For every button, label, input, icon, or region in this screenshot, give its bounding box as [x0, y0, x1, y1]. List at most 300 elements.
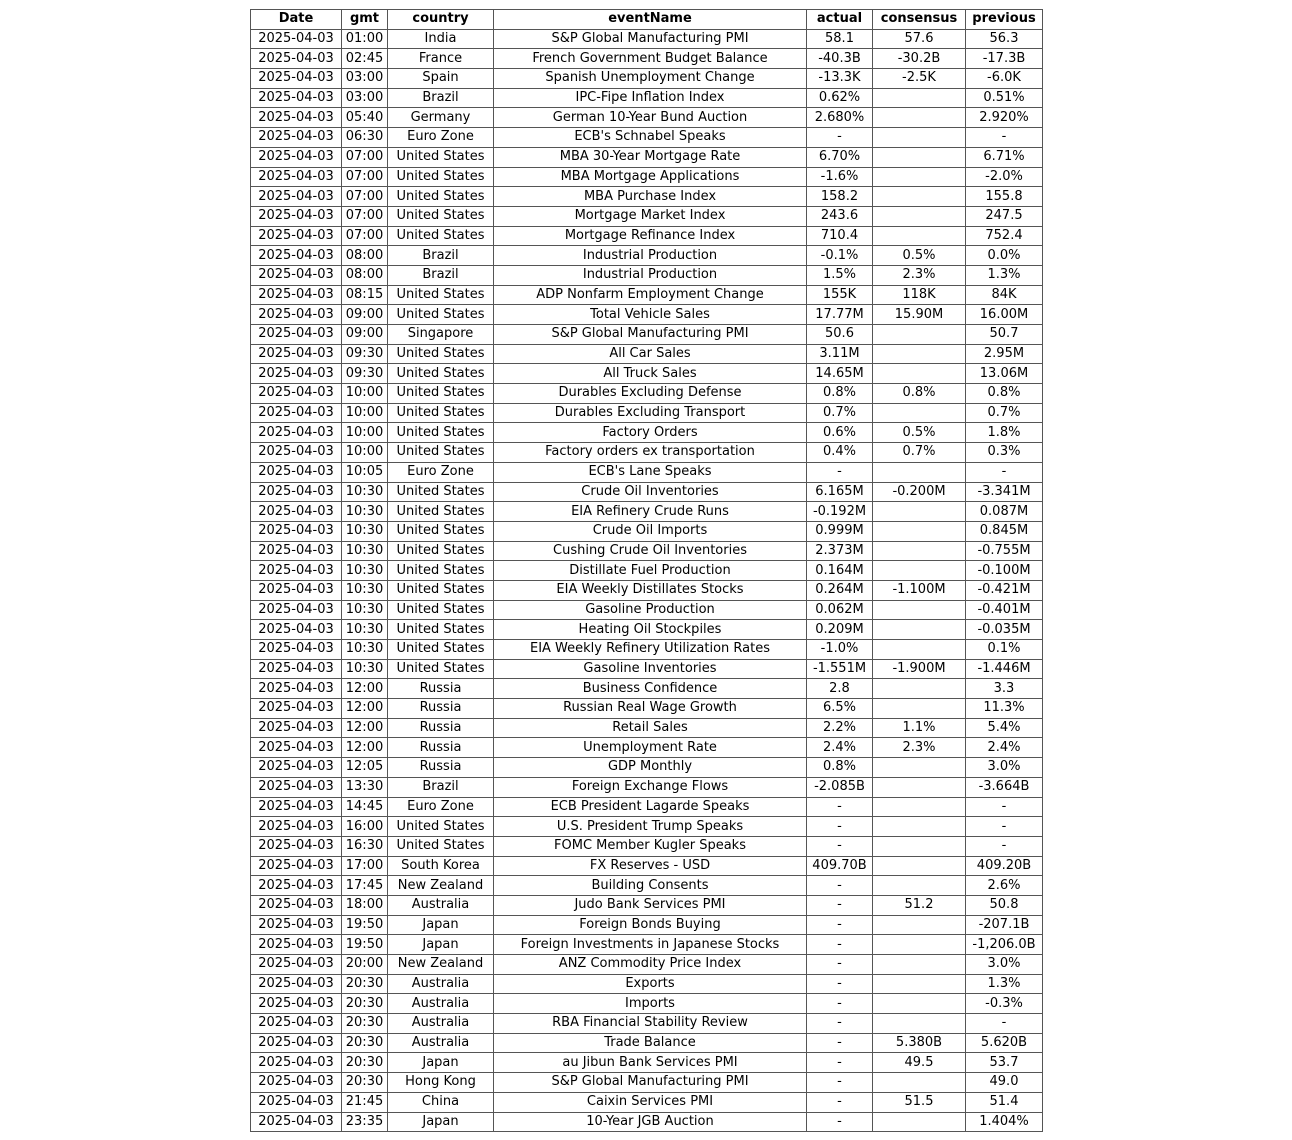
- cell-event-name: Crude Oil Imports: [494, 521, 807, 541]
- cell-country: United States: [388, 836, 494, 856]
- cell-gmt: 10:30: [342, 502, 388, 522]
- cell-date: 2025-04-03: [251, 147, 342, 167]
- cell-country: Russia: [388, 679, 494, 699]
- cell-consensus: [873, 541, 966, 561]
- cell-country: United States: [388, 443, 494, 463]
- cell-previous: 56.3: [966, 29, 1043, 49]
- cell-date: 2025-04-03: [251, 423, 342, 443]
- cell-gmt: 10:30: [342, 521, 388, 541]
- cell-actual: -: [807, 1033, 873, 1053]
- cell-actual: -: [807, 895, 873, 915]
- cell-event-name: IPC-Fipe Inflation Index: [494, 88, 807, 108]
- cell-previous: 16.00M: [966, 305, 1043, 325]
- cell-date: 2025-04-03: [251, 325, 342, 345]
- cell-previous: 1.8%: [966, 423, 1043, 443]
- cell-gmt: 12:00: [342, 718, 388, 738]
- cell-actual: 6.165M: [807, 482, 873, 502]
- table-row: [251, 147, 1043, 167]
- cell-previous: 1.3%: [966, 974, 1043, 994]
- cell-event-name: Industrial Production: [494, 265, 807, 285]
- cell-previous: 0.3%: [966, 443, 1043, 463]
- cell-date: 2025-04-03: [251, 403, 342, 423]
- table-row: [251, 443, 1043, 463]
- cell-country: United States: [388, 620, 494, 640]
- cell-actual: 243.6: [807, 206, 873, 226]
- cell-date: 2025-04-03: [251, 443, 342, 463]
- cell-gmt: 17:45: [342, 876, 388, 896]
- cell-previous: 409.20B: [966, 856, 1043, 876]
- cell-country: New Zealand: [388, 876, 494, 896]
- cell-actual: -: [807, 797, 873, 817]
- table-row: [251, 1014, 1043, 1034]
- cell-gmt: 03:00: [342, 88, 388, 108]
- cell-date: 2025-04-03: [251, 285, 342, 305]
- cell-gmt: 10:00: [342, 403, 388, 423]
- cell-gmt: 14:45: [342, 797, 388, 817]
- cell-actual: -0.192M: [807, 502, 873, 522]
- cell-consensus: [873, 836, 966, 856]
- cell-country: Australia: [388, 1033, 494, 1053]
- cell-gmt: 07:00: [342, 206, 388, 226]
- cell-gmt: 10:05: [342, 462, 388, 482]
- cell-country: Japan: [388, 1112, 494, 1132]
- cell-event-name: Foreign Exchange Flows: [494, 777, 807, 797]
- cell-event-name: Crude Oil Inventories: [494, 482, 807, 502]
- table-row: [251, 167, 1043, 187]
- cell-date: 2025-04-03: [251, 994, 342, 1014]
- cell-event-name: Gasoline Production: [494, 600, 807, 620]
- cell-gmt: 10:00: [342, 423, 388, 443]
- cell-country: United States: [388, 384, 494, 404]
- cell-gmt: 16:00: [342, 817, 388, 837]
- cell-date: 2025-04-03: [251, 974, 342, 994]
- table-row: [251, 187, 1043, 207]
- cell-actual: 2.4%: [807, 738, 873, 758]
- cell-previous: 50.7: [966, 325, 1043, 345]
- cell-consensus: [873, 974, 966, 994]
- cell-previous: -: [966, 462, 1043, 482]
- cell-date: 2025-04-03: [251, 69, 342, 89]
- cell-actual: -1.551M: [807, 659, 873, 679]
- cell-actual: -: [807, 1073, 873, 1093]
- cell-country: United States: [388, 580, 494, 600]
- cell-gmt: 21:45: [342, 1092, 388, 1112]
- table-row: [251, 738, 1043, 758]
- cell-gmt: 20:30: [342, 1053, 388, 1073]
- cell-country: Japan: [388, 1053, 494, 1073]
- table-row: [251, 403, 1043, 423]
- cell-previous: -: [966, 836, 1043, 856]
- cell-previous: 13.06M: [966, 364, 1043, 384]
- cell-actual: -: [807, 974, 873, 994]
- cell-actual: -: [807, 915, 873, 935]
- cell-date: 2025-04-03: [251, 384, 342, 404]
- cell-previous: 53.7: [966, 1053, 1043, 1073]
- table-row: [251, 620, 1043, 640]
- cell-consensus: 57.6: [873, 29, 966, 49]
- cell-previous: 752.4: [966, 226, 1043, 246]
- cell-event-name: Spanish Unemployment Change: [494, 69, 807, 89]
- cell-country: Brazil: [388, 265, 494, 285]
- cell-event-name: 10-Year JGB Auction: [494, 1112, 807, 1132]
- cell-gmt: 10:30: [342, 659, 388, 679]
- cell-actual: -1.6%: [807, 167, 873, 187]
- cell-date: 2025-04-03: [251, 29, 342, 49]
- cell-date: 2025-04-03: [251, 49, 342, 69]
- cell-date: 2025-04-03: [251, 817, 342, 837]
- cell-consensus: [873, 187, 966, 207]
- cell-actual: -: [807, 817, 873, 837]
- cell-event-name: FX Reserves - USD: [494, 856, 807, 876]
- cell-country: South Korea: [388, 856, 494, 876]
- table-row: [251, 659, 1043, 679]
- cell-previous: 2.95M: [966, 344, 1043, 364]
- cell-previous: -0.401M: [966, 600, 1043, 620]
- table-row: [251, 1073, 1043, 1093]
- cell-date: 2025-04-03: [251, 344, 342, 364]
- cell-consensus: [873, 758, 966, 778]
- cell-event-name: S&P Global Manufacturing PMI: [494, 1073, 807, 1093]
- table-row: [251, 699, 1043, 719]
- table-row: [251, 128, 1043, 148]
- cell-country: United States: [388, 541, 494, 561]
- cell-event-name: ADP Nonfarm Employment Change: [494, 285, 807, 305]
- cell-gmt: 20:30: [342, 994, 388, 1014]
- cell-country: United States: [388, 521, 494, 541]
- cell-actual: -40.3B: [807, 49, 873, 69]
- cell-gmt: 10:30: [342, 482, 388, 502]
- cell-date: 2025-04-03: [251, 600, 342, 620]
- cell-previous: 49.0: [966, 1073, 1043, 1093]
- cell-gmt: 12:00: [342, 699, 388, 719]
- cell-date: 2025-04-03: [251, 364, 342, 384]
- cell-country: France: [388, 49, 494, 69]
- table-row: [251, 817, 1043, 837]
- cell-consensus: [873, 403, 966, 423]
- cell-consensus: [873, 521, 966, 541]
- cell-gmt: 10:30: [342, 541, 388, 561]
- cell-country: United States: [388, 640, 494, 660]
- cell-country: United States: [388, 226, 494, 246]
- cell-gmt: 19:50: [342, 915, 388, 935]
- cell-event-name: All Truck Sales: [494, 364, 807, 384]
- cell-actual: 0.6%: [807, 423, 873, 443]
- cell-consensus: [873, 620, 966, 640]
- cell-date: 2025-04-03: [251, 640, 342, 660]
- cell-event-name: Unemployment Rate: [494, 738, 807, 758]
- table-row: [251, 915, 1043, 935]
- cell-event-name: Russian Real Wage Growth: [494, 699, 807, 719]
- cell-event-name: Heating Oil Stockpiles: [494, 620, 807, 640]
- table-row: [251, 325, 1043, 345]
- cell-actual: 3.11M: [807, 344, 873, 364]
- cell-consensus: 5.380B: [873, 1033, 966, 1053]
- cell-event-name: Retail Sales: [494, 718, 807, 738]
- cell-previous: -: [966, 128, 1043, 148]
- cell-actual: 6.70%: [807, 147, 873, 167]
- cell-consensus: [873, 88, 966, 108]
- cell-previous: 3.0%: [966, 758, 1043, 778]
- cell-event-name: Mortgage Market Index: [494, 206, 807, 226]
- cell-country: Russia: [388, 718, 494, 738]
- table-row: [251, 561, 1043, 581]
- cell-event-name: Gasoline Inventories: [494, 659, 807, 679]
- cell-date: 2025-04-03: [251, 206, 342, 226]
- cell-event-name: RBA Financial Stability Review: [494, 1014, 807, 1034]
- cell-actual: -2.085B: [807, 777, 873, 797]
- cell-consensus: [873, 462, 966, 482]
- cell-event-name: Industrial Production: [494, 246, 807, 266]
- cell-date: 2025-04-03: [251, 935, 342, 955]
- table-row: [251, 521, 1043, 541]
- cell-gmt: 10:00: [342, 443, 388, 463]
- cell-previous: 1.3%: [966, 265, 1043, 285]
- cell-consensus: [873, 502, 966, 522]
- header-country: country: [388, 10, 494, 30]
- cell-previous: -0.755M: [966, 541, 1043, 561]
- cell-actual: 2.680%: [807, 108, 873, 128]
- header-previous: previous: [966, 10, 1043, 30]
- cell-event-name: EIA Weekly Distillates Stocks: [494, 580, 807, 600]
- cell-gmt: 20:30: [342, 974, 388, 994]
- cell-event-name: ECB's Schnabel Speaks: [494, 128, 807, 148]
- cell-actual: 0.062M: [807, 600, 873, 620]
- table-row: [251, 876, 1043, 896]
- cell-country: Euro Zone: [388, 462, 494, 482]
- cell-consensus: [873, 128, 966, 148]
- table-body: [251, 29, 1043, 1132]
- cell-consensus: 15.90M: [873, 305, 966, 325]
- cell-previous: -3.664B: [966, 777, 1043, 797]
- cell-actual: 0.999M: [807, 521, 873, 541]
- table-row: [251, 679, 1043, 699]
- cell-event-name: S&P Global Manufacturing PMI: [494, 325, 807, 345]
- cell-actual: -: [807, 128, 873, 148]
- cell-country: Singapore: [388, 325, 494, 345]
- cell-previous: -2.0%: [966, 167, 1043, 187]
- cell-gmt: 06:30: [342, 128, 388, 148]
- cell-previous: 2.920%: [966, 108, 1043, 128]
- table-row: [251, 29, 1043, 49]
- cell-event-name: Durables Excluding Transport: [494, 403, 807, 423]
- cell-consensus: [873, 777, 966, 797]
- cell-consensus: -1.900M: [873, 659, 966, 679]
- cell-previous: 0.845M: [966, 521, 1043, 541]
- cell-date: 2025-04-03: [251, 876, 342, 896]
- cell-gmt: 20:30: [342, 1014, 388, 1034]
- cell-country: United States: [388, 285, 494, 305]
- cell-consensus: [873, 167, 966, 187]
- table-row: [251, 955, 1043, 975]
- cell-date: 2025-04-03: [251, 659, 342, 679]
- cell-consensus: [873, 994, 966, 1014]
- cell-date: 2025-04-03: [251, 955, 342, 975]
- cell-previous: 0.1%: [966, 640, 1043, 660]
- cell-date: 2025-04-03: [251, 718, 342, 738]
- cell-actual: 409.70B: [807, 856, 873, 876]
- cell-consensus: [873, 699, 966, 719]
- cell-previous: 84K: [966, 285, 1043, 305]
- cell-gmt: 07:00: [342, 187, 388, 207]
- cell-previous: 51.4: [966, 1092, 1043, 1112]
- table-row: [251, 935, 1043, 955]
- cell-actual: 14.65M: [807, 364, 873, 384]
- cell-previous: -0.035M: [966, 620, 1043, 640]
- cell-gmt: 07:00: [342, 147, 388, 167]
- cell-event-name: Factory Orders: [494, 423, 807, 443]
- cell-gmt: 01:00: [342, 29, 388, 49]
- cell-event-name: Judo Bank Services PMI: [494, 895, 807, 915]
- cell-country: United States: [388, 423, 494, 443]
- table-row: [251, 895, 1043, 915]
- cell-date: 2025-04-03: [251, 128, 342, 148]
- cell-gmt: 08:00: [342, 246, 388, 266]
- header-event-name: eventName: [494, 10, 807, 30]
- cell-actual: -: [807, 955, 873, 975]
- cell-country: United States: [388, 344, 494, 364]
- cell-gmt: 10:30: [342, 620, 388, 640]
- cell-country: United States: [388, 364, 494, 384]
- cell-date: 2025-04-03: [251, 856, 342, 876]
- table-row: [251, 423, 1043, 443]
- cell-consensus: [873, 364, 966, 384]
- table-row: [251, 640, 1043, 660]
- cell-previous: 0.087M: [966, 502, 1043, 522]
- table-row: [251, 285, 1043, 305]
- cell-date: 2025-04-03: [251, 915, 342, 935]
- cell-event-name: Distillate Fuel Production: [494, 561, 807, 581]
- table-row: [251, 69, 1043, 89]
- cell-date: 2025-04-03: [251, 1053, 342, 1073]
- cell-event-name: Imports: [494, 994, 807, 1014]
- cell-previous: -3.341M: [966, 482, 1043, 502]
- header-date: Date: [251, 10, 342, 30]
- cell-consensus: [873, 935, 966, 955]
- cell-event-name: Total Vehicle Sales: [494, 305, 807, 325]
- cell-event-name: Caixin Services PMI: [494, 1092, 807, 1112]
- table-row: [251, 384, 1043, 404]
- cell-actual: -: [807, 1014, 873, 1034]
- cell-actual: 2.8: [807, 679, 873, 699]
- table-row: [251, 974, 1043, 994]
- cell-actual: 0.264M: [807, 580, 873, 600]
- table-row: [251, 994, 1043, 1014]
- cell-previous: 0.0%: [966, 246, 1043, 266]
- cell-date: 2025-04-03: [251, 679, 342, 699]
- table-row: [251, 502, 1043, 522]
- table-row: [251, 580, 1043, 600]
- cell-event-name: Building Consents: [494, 876, 807, 896]
- cell-gmt: 20:30: [342, 1073, 388, 1093]
- cell-event-name: EIA Weekly Refinery Utilization Rates: [494, 640, 807, 660]
- cell-previous: 5.4%: [966, 718, 1043, 738]
- cell-consensus: -0.200M: [873, 482, 966, 502]
- cell-consensus: 1.1%: [873, 718, 966, 738]
- cell-actual: 2.373M: [807, 541, 873, 561]
- cell-date: 2025-04-03: [251, 561, 342, 581]
- header-actual: actual: [807, 10, 873, 30]
- table-row: [251, 344, 1043, 364]
- cell-previous: 247.5: [966, 206, 1043, 226]
- cell-actual: 158.2: [807, 187, 873, 207]
- cell-consensus: [873, 817, 966, 837]
- cell-date: 2025-04-03: [251, 462, 342, 482]
- table-row: [251, 226, 1043, 246]
- cell-event-name: FOMC Member Kugler Speaks: [494, 836, 807, 856]
- cell-date: 2025-04-03: [251, 305, 342, 325]
- cell-gmt: 20:30: [342, 1033, 388, 1053]
- cell-event-name: MBA Purchase Index: [494, 187, 807, 207]
- cell-previous: -0.100M: [966, 561, 1043, 581]
- cell-consensus: [873, 108, 966, 128]
- cell-event-name: MBA 30-Year Mortgage Rate: [494, 147, 807, 167]
- cell-date: 2025-04-03: [251, 1112, 342, 1132]
- table-row: [251, 1092, 1043, 1112]
- cell-consensus: [873, 344, 966, 364]
- cell-actual: -: [807, 876, 873, 896]
- cell-consensus: [873, 1112, 966, 1132]
- cell-date: 2025-04-03: [251, 758, 342, 778]
- cell-consensus: [873, 856, 966, 876]
- cell-gmt: 12:00: [342, 679, 388, 699]
- table-row: [251, 1112, 1043, 1132]
- cell-previous: -1.446M: [966, 659, 1043, 679]
- cell-event-name: ANZ Commodity Price Index: [494, 955, 807, 975]
- cell-country: Russia: [388, 738, 494, 758]
- cell-actual: 2.2%: [807, 718, 873, 738]
- table-row: [251, 364, 1043, 384]
- cell-gmt: 07:00: [342, 167, 388, 187]
- table-row: [251, 856, 1043, 876]
- cell-consensus: [873, 147, 966, 167]
- cell-date: 2025-04-03: [251, 1092, 342, 1112]
- cell-actual: 6.5%: [807, 699, 873, 719]
- cell-actual: -: [807, 462, 873, 482]
- cell-date: 2025-04-03: [251, 108, 342, 128]
- table-row: [251, 1033, 1043, 1053]
- cell-gmt: 08:00: [342, 265, 388, 285]
- cell-country: United States: [388, 561, 494, 581]
- cell-consensus: [873, 876, 966, 896]
- cell-country: Russia: [388, 758, 494, 778]
- cell-date: 2025-04-03: [251, 246, 342, 266]
- cell-actual: -13.3K: [807, 69, 873, 89]
- cell-event-name: U.S. President Trump Speaks: [494, 817, 807, 837]
- cell-actual: -: [807, 836, 873, 856]
- cell-actual: 155K: [807, 285, 873, 305]
- cell-event-name: German 10-Year Bund Auction: [494, 108, 807, 128]
- cell-event-name: Trade Balance: [494, 1033, 807, 1053]
- cell-country: Euro Zone: [388, 797, 494, 817]
- cell-event-name: Mortgage Refinance Index: [494, 226, 807, 246]
- cell-date: 2025-04-03: [251, 1033, 342, 1053]
- cell-gmt: 03:00: [342, 69, 388, 89]
- cell-country: United States: [388, 482, 494, 502]
- cell-date: 2025-04-03: [251, 620, 342, 640]
- cell-previous: -: [966, 797, 1043, 817]
- cell-gmt: 10:30: [342, 640, 388, 660]
- cell-actual: 0.4%: [807, 443, 873, 463]
- header-row: [251, 10, 1043, 30]
- cell-gmt: 10:00: [342, 384, 388, 404]
- cell-date: 2025-04-03: [251, 1014, 342, 1034]
- cell-country: United States: [388, 167, 494, 187]
- cell-country: United States: [388, 502, 494, 522]
- cell-previous: 155.8: [966, 187, 1043, 207]
- cell-consensus: -2.5K: [873, 69, 966, 89]
- cell-actual: -: [807, 1112, 873, 1132]
- cell-date: 2025-04-03: [251, 226, 342, 246]
